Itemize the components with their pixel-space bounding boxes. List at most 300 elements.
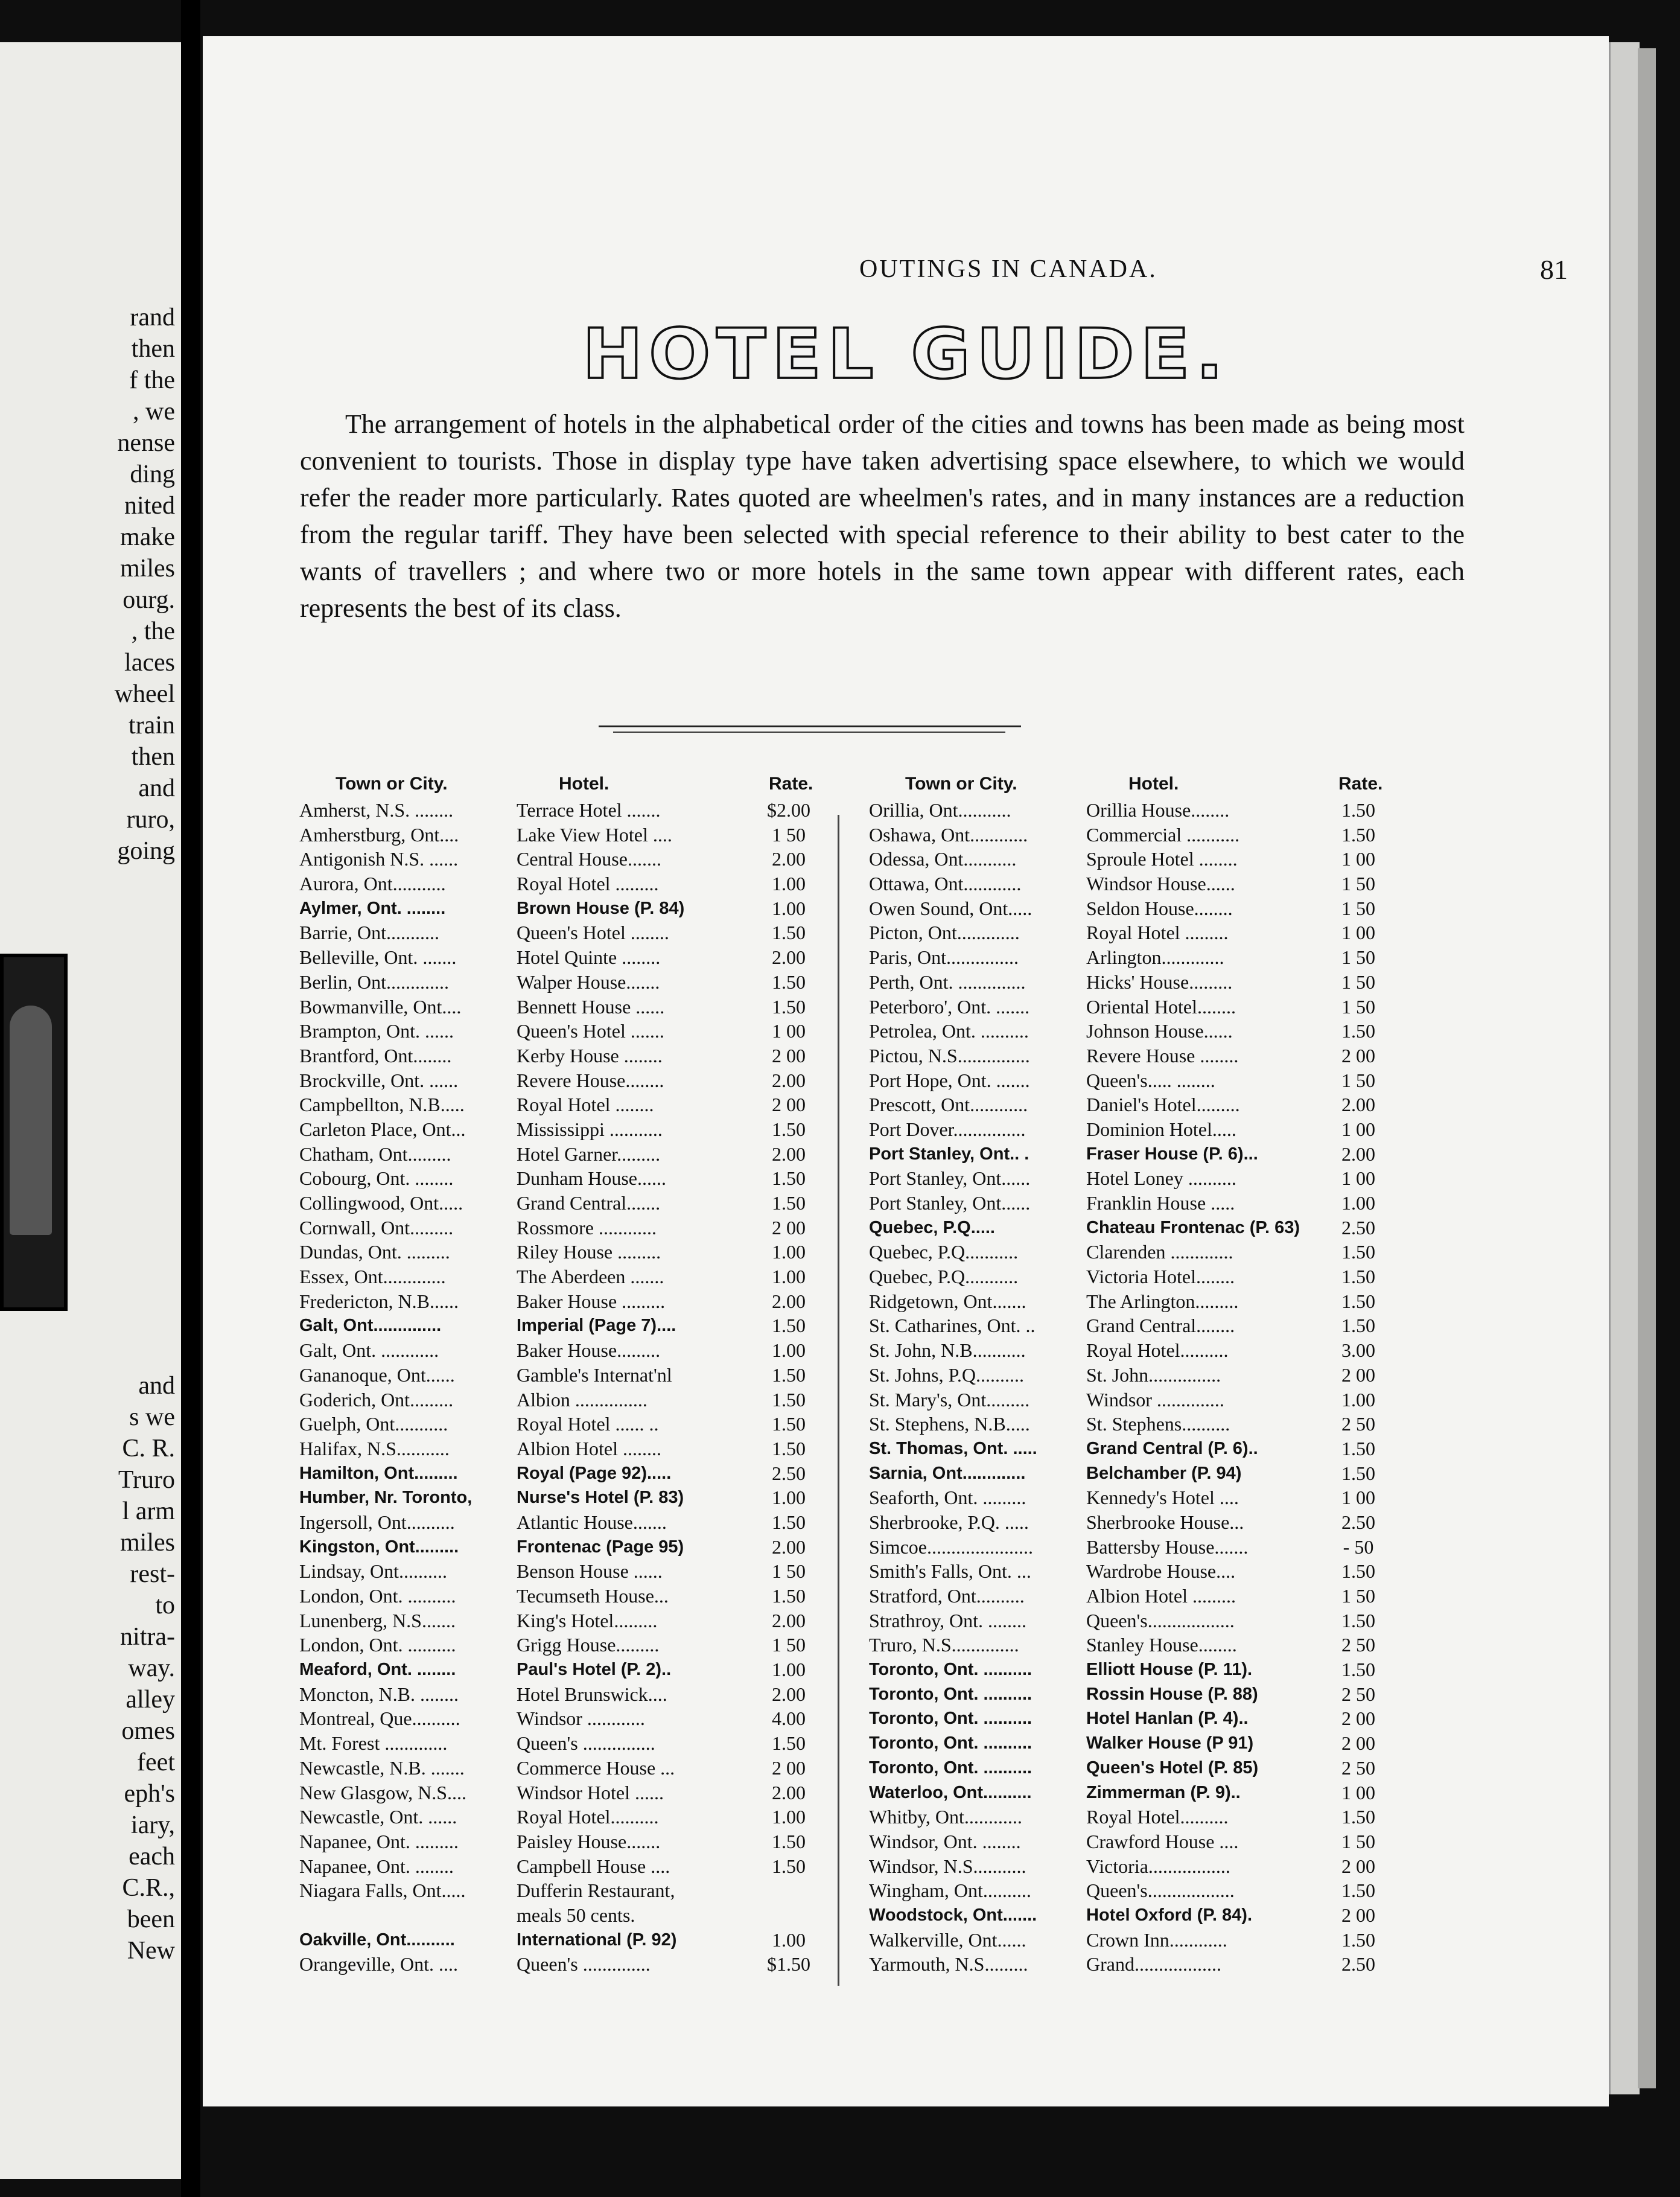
rate-cell: 1.00	[772, 1339, 806, 1362]
hotel-cell: Hotel Loney ..........	[1086, 1167, 1236, 1190]
town-cell: Brampton, Ont. ......	[299, 1020, 454, 1042]
town-cell: Toronto, Ont. ..........	[869, 1709, 1032, 1729]
town-cell: Mt. Forest .............	[299, 1732, 448, 1755]
rate-cell: 1.50	[772, 1192, 806, 1214]
rate-cell: 2.50	[1341, 1953, 1375, 1975]
rate-cell: 1.50	[772, 1511, 806, 1533]
table-row	[869, 995, 1400, 1019]
town-cell: Quebec, P.Q...........	[869, 1241, 1019, 1263]
town-cell: Petrolea, Ont. ..........	[869, 1020, 1029, 1042]
town-cell: Owen Sound, Ont.....	[869, 897, 1032, 919]
hotel-cell: Queen's..... ........	[1086, 1069, 1215, 1091]
facing-page-line: each	[129, 1843, 175, 1870]
rate-cell: 1.50	[772, 1855, 806, 1877]
hotel-cell: Zimmerman (P. 9)..	[1086, 1782, 1241, 1802]
table-row	[869, 920, 1400, 945]
rate-cell: 2 50	[1341, 1413, 1375, 1435]
town-cell: Brantford, Ont........	[299, 1044, 452, 1067]
town-cell: Smith's Falls, Ont. ...	[869, 1560, 1031, 1583]
hotel-cell: Queen's Hotel ........	[517, 922, 669, 944]
rate-cell: 1.50	[772, 1315, 806, 1337]
table-row	[869, 1289, 1400, 1314]
rate-cell: 1.00	[772, 873, 806, 895]
hotel-cell: Royal Hotel ...... ..	[517, 1413, 659, 1435]
hotel-cell: Walper House.......	[517, 971, 660, 993]
table-row	[869, 798, 1400, 823]
table-row	[299, 847, 830, 872]
town-cell: Simcoe......................	[869, 1535, 1033, 1558]
rate-cell: 1.50	[772, 1830, 806, 1852]
hotel-cell: Elliott House (P. 11).	[1086, 1660, 1253, 1680]
town-cell: Paris, Ont...............	[869, 946, 1019, 969]
hotel-cell: King's Hotel.........	[517, 1609, 658, 1631]
hotel-cell: Oriental Hotel........	[1086, 995, 1236, 1018]
table-row	[869, 1903, 1400, 1928]
rate-cell: 1.50	[772, 1363, 806, 1386]
town-cell: St. Mary's, Ont.........	[869, 1388, 1030, 1411]
rate-cell: 1.50	[1341, 1462, 1375, 1484]
page-title: HOTEL GUIDE.	[582, 314, 1230, 395]
table-row	[299, 970, 830, 995]
table-row	[869, 1019, 1400, 1044]
rate-cell: 1 00	[1341, 1167, 1375, 1190]
table-row	[869, 896, 1400, 921]
town-cell: Port Dover...............	[869, 1118, 1026, 1140]
header-town: Town or City.	[905, 774, 1017, 794]
book-page	[203, 36, 1609, 2106]
hotel-cell: Frontenac (Page 95)	[517, 1537, 684, 1557]
hotel-cell: Benson House ......	[517, 1560, 663, 1583]
table-row	[299, 1338, 830, 1363]
rate-cell: 2 00	[1341, 1044, 1375, 1067]
facing-page-line: laces	[124, 649, 175, 677]
hotel-cell: Crawford House ....	[1086, 1830, 1239, 1852]
town-cell: London, Ont. ..........	[299, 1585, 456, 1607]
table-row	[869, 1952, 1400, 1977]
rate-cell: $1.50	[767, 1953, 810, 1975]
table-row	[299, 1952, 830, 1977]
hotel-cell: Royal Hotel..........	[517, 1806, 659, 1828]
facing-page-line: to	[155, 1592, 175, 1619]
town-cell: Halifax, N.S...........	[299, 1437, 450, 1459]
table-row	[299, 1117, 830, 1142]
hotel-cell: Lake View Hotel ....	[517, 823, 672, 846]
table-row	[869, 1756, 1400, 1781]
rate-cell: 1.50	[1341, 1266, 1375, 1288]
table-row	[299, 1191, 830, 1216]
town-cell: Essex, Ont.............	[299, 1266, 446, 1288]
table-row	[299, 1510, 830, 1535]
rate-cell: 2 00	[1341, 1708, 1375, 1730]
town-cell: Port Stanley, Ont......	[869, 1192, 1031, 1214]
hotel-cell: Imperial (Page 7)....	[517, 1316, 676, 1336]
town-cell: Goderich, Ont.........	[299, 1388, 454, 1411]
rate-cell: 2 00	[772, 1044, 806, 1067]
rate-cell: 1 00	[1341, 1781, 1375, 1803]
hotel-cell: Grand Central........	[1086, 1315, 1235, 1337]
hotel-cell: Windsor ..............	[1086, 1388, 1224, 1411]
table-row	[299, 945, 830, 970]
rate-cell: 1.50	[772, 1167, 806, 1190]
rate-cell: 2 00	[772, 1094, 806, 1116]
town-cell: Newcastle, Ont. ......	[299, 1806, 457, 1828]
hotel-cell: Commerce House ...	[517, 1756, 675, 1779]
rate-cell: 2.00	[772, 1069, 806, 1091]
town-cell: Oshawa, Ont............	[869, 823, 1028, 846]
table-row	[869, 1142, 1400, 1167]
town-cell: Meaford, Ont. ........	[299, 1660, 456, 1680]
table-row	[299, 1535, 830, 1560]
hotel-cell: Atlantic House.......	[517, 1511, 667, 1533]
rate-cell: 1 50	[1341, 1069, 1375, 1091]
table-row	[299, 1854, 830, 1879]
hotel-cell: Kennedy's Hotel ....	[1086, 1487, 1239, 1509]
hotel-cell: Victoria Hotel........	[1086, 1266, 1235, 1288]
rate-cell: 1.50	[1341, 1241, 1375, 1263]
table-row	[869, 1510, 1400, 1535]
hotel-cell: Rossin House (P. 88)	[1086, 1684, 1258, 1704]
facing-page-line: iary,	[130, 1811, 175, 1839]
hotel-cell: Dufferin Restaurant,	[517, 1880, 675, 1902]
hotel-cell: Albion Hotel .........	[1086, 1585, 1236, 1607]
town-cell: Perth, Ont. ..............	[869, 971, 1026, 993]
rate-cell: $2.00	[767, 799, 810, 821]
town-cell: Peterboro', Ont. .......	[869, 995, 1030, 1018]
town-cell: Dundas, Ont. .........	[299, 1241, 450, 1263]
rate-cell: 1.00	[772, 1487, 806, 1509]
rate-cell: 1.50	[772, 995, 806, 1018]
town-cell: Whitby, Ont............	[869, 1806, 1022, 1828]
hotel-cell: Queen's..................	[1086, 1609, 1235, 1631]
town-cell: Oakville, Ont..........	[299, 1930, 455, 1950]
town-cell: Port Stanley, Ont.. .	[869, 1144, 1029, 1164]
facing-page-line: and	[138, 774, 175, 802]
table-row	[299, 1559, 830, 1584]
facing-page-line: miles	[120, 1529, 175, 1557]
table-row	[869, 1044, 1400, 1068]
facing-page-line: miles	[120, 555, 175, 582]
town-cell: Galt, Ont. ............	[299, 1339, 439, 1362]
rate-cell: 1.50	[1341, 1806, 1375, 1828]
hotel-cell: Revere House........	[517, 1069, 664, 1091]
hotel-cell: Baker House.........	[517, 1339, 661, 1362]
facing-page-line: l arm	[122, 1497, 175, 1525]
table-row	[869, 1633, 1400, 1657]
rate-cell: 1 50	[1341, 946, 1375, 969]
facing-page-line: ourg.	[122, 586, 175, 614]
facing-page-line: alley	[126, 1686, 175, 1714]
rate-cell: 1 50	[772, 1634, 806, 1656]
table-row	[299, 1166, 830, 1191]
rate-cell: 2 00	[1341, 1855, 1375, 1877]
hotel-cell: Seldon House........	[1086, 897, 1233, 919]
rate-cell: 1 50	[1341, 1585, 1375, 1607]
town-cell: Gananoque, Ont......	[299, 1363, 455, 1386]
table-row	[299, 1044, 830, 1068]
table-row	[299, 920, 830, 945]
town-cell: Cornwall, Ont.........	[299, 1216, 454, 1239]
rate-cell: 1.50	[1341, 1609, 1375, 1631]
rate-cell: 2.00	[772, 946, 806, 969]
hotel-cell: Queen's ..............	[517, 1953, 651, 1975]
rate-cell: 1.50	[1341, 1437, 1375, 1459]
table-row	[869, 1682, 1400, 1707]
rate-cell: 2.00	[1341, 1143, 1375, 1165]
table-row	[299, 1903, 830, 1928]
rate-cell: 1.50	[1341, 1928, 1375, 1951]
hotel-cell: Windsor ............	[517, 1708, 645, 1730]
hotel-cell: Kerby House ........	[517, 1044, 663, 1067]
table-row	[299, 1068, 830, 1093]
table-row	[299, 798, 830, 823]
header-town: Town or City.	[336, 774, 448, 794]
hotel-cell: Albion ...............	[517, 1388, 648, 1411]
town-cell: Antigonish N.S. ......	[299, 848, 459, 870]
rate-cell: 2 50	[1341, 1756, 1375, 1779]
table-row	[299, 1609, 830, 1633]
rate-cell: 2 00	[1341, 1732, 1375, 1755]
table-row	[299, 1781, 830, 1805]
town-cell: Ridgetown, Ont.......	[869, 1290, 1026, 1312]
rate-cell: 2.00	[772, 1535, 806, 1558]
hotel-cell: The Arlington.........	[1086, 1290, 1239, 1312]
town-cell: St. Thomas, Ont. .....	[869, 1438, 1037, 1458]
town-cell: Guelph, Ont...........	[299, 1413, 448, 1435]
intro-paragraph: The arrangement of hotels in the alphabetical order of the cities and towns has been made as being most convenient to tourists. Those in display type have taken advertising space elsewhere, to which we would refer the reader more particularly. Rates quoted are wheelmen's rates, and in many instances are a reduction from the regular tariff. They have been selected with special reference to their ability to best cater to the wants of travellers ; and where two or more hotels in the same town appear with different rates, each represents the best of its class.	[300, 409, 1465, 623]
hotel-cell: Commercial ...........	[1086, 823, 1240, 846]
left-column	[299, 774, 830, 1977]
table-row	[869, 1436, 1400, 1461]
rate-cell: 2.00	[772, 1290, 806, 1312]
hotel-cell: Tecumseth House...	[517, 1585, 669, 1607]
rate-cell: 1 50	[772, 1560, 806, 1583]
hotel-cell: Hotel Hanlan (P. 4)..	[1086, 1709, 1249, 1729]
town-cell: Kingston, Ont.........	[299, 1537, 459, 1557]
running-head: OUTINGS IN CANADA.	[859, 255, 1157, 283]
town-cell: Quebec, P.Q.....	[869, 1217, 995, 1237]
rate-cell: 1.50	[1341, 1560, 1375, 1583]
hotel-cell: Crown Inn............	[1086, 1928, 1227, 1951]
rate-cell: 1.50	[772, 1388, 806, 1411]
rate-cell: 1.50	[1341, 799, 1375, 821]
title-rule	[599, 725, 1021, 727]
hotel-cell: Belchamber (P. 94)	[1086, 1463, 1242, 1483]
facing-page-line: nited	[124, 492, 175, 520]
hotel-cell: Clarenden .............	[1086, 1241, 1233, 1263]
title-rule-inner	[613, 732, 1005, 733]
rate-cell: 2 50	[1341, 1634, 1375, 1656]
rate-cell: 2.00	[772, 1143, 806, 1165]
table-row	[869, 872, 1400, 896]
town-cell: Hamilton, Ont.........	[299, 1463, 458, 1483]
facing-page-line: , the	[131, 617, 175, 645]
table-row	[299, 1584, 830, 1609]
facing-page-line: then	[131, 743, 175, 771]
town-cell: Collingwood, Ont.....	[299, 1192, 463, 1214]
table-row	[869, 1117, 1400, 1142]
rate-cell: 1 50	[1341, 897, 1375, 919]
page-edge-shadow	[1638, 48, 1656, 2088]
table-row	[869, 847, 1400, 872]
rate-cell: 1.00	[772, 1928, 806, 1951]
table-row	[869, 1805, 1400, 1829]
table-row	[299, 1264, 830, 1289]
table-row	[869, 1461, 1400, 1486]
rate-cell: 1 00	[1341, 922, 1375, 944]
facing-page-line: then	[131, 335, 175, 363]
facing-page-line: Truro	[118, 1466, 175, 1494]
table-row	[299, 1878, 830, 1903]
rate-cell: 1 50	[772, 823, 806, 846]
facing-page-line: and	[138, 1372, 175, 1400]
rate-cell: 1.50	[772, 1437, 806, 1459]
table-row	[299, 1412, 830, 1436]
table-header	[869, 774, 1400, 798]
table-row	[869, 1388, 1400, 1412]
rate-cell: 1.50	[772, 1732, 806, 1755]
rate-cell: 2.00	[1341, 1094, 1375, 1116]
facing-page-line: wheel	[114, 680, 175, 708]
town-cell: Toronto, Ont. ..........	[869, 1684, 1032, 1704]
facing-page-line: ding	[130, 461, 175, 488]
hotel-cell: meals 50 cents.	[517, 1904, 635, 1926]
hotel-cell: Royal Hotel .........	[517, 873, 659, 895]
rate-cell: 1.50	[1341, 823, 1375, 846]
hotel-cell: Hicks' House.........	[1086, 971, 1233, 993]
rate-cell: 4.00	[772, 1708, 806, 1730]
header-rate: Rate.	[769, 774, 813, 794]
hotel-cell: Battersby House.......	[1086, 1535, 1249, 1558]
rate-cell: 1.00	[772, 897, 806, 919]
rate-cell: 2 50	[1341, 1683, 1375, 1705]
town-cell: Campbellton, N.B.....	[299, 1094, 465, 1116]
rate-cell: 1.00	[772, 1266, 806, 1288]
rate-cell: - 50	[1343, 1535, 1374, 1558]
table-row	[869, 1535, 1400, 1560]
header-rate: Rate.	[1338, 774, 1383, 794]
town-cell: Lunenberg, N.S.......	[299, 1609, 456, 1631]
rate-cell: 3.00	[1341, 1339, 1375, 1362]
hotel-cell: Hotel Oxford (P. 84).	[1086, 1905, 1253, 1925]
rate-cell: 1 50	[1341, 1830, 1375, 1852]
hotel-cell: Arlington.............	[1086, 946, 1224, 969]
facing-page-line: ruro,	[126, 806, 175, 834]
town-cell: St. Catharines, Ont. ..	[869, 1315, 1036, 1337]
hotel-cell: Queen's ...............	[517, 1732, 655, 1755]
table-row	[869, 1609, 1400, 1633]
table-row	[869, 1313, 1400, 1338]
town-cell: Newcastle, N.B. .......	[299, 1756, 465, 1779]
town-cell: Carleton Place, Ont...	[299, 1118, 466, 1140]
hotel-cell: Dominion Hotel.....	[1086, 1118, 1236, 1140]
rate-cell: 2.50	[1341, 1511, 1375, 1533]
hotel-cell: Bennett House ......	[517, 995, 665, 1018]
facing-page-line: C.R.,	[122, 1874, 175, 1902]
hotel-cell: Sherbrooke House...	[1086, 1511, 1244, 1533]
facing-page-line: f the	[129, 366, 175, 394]
rate-cell: 1 00	[1341, 1118, 1375, 1140]
table-row	[299, 1142, 830, 1167]
table-row	[299, 995, 830, 1019]
hotel-cell: Walker House (P 91)	[1086, 1733, 1254, 1753]
town-cell: Galt, Ont..............	[299, 1316, 442, 1336]
rate-cell: 2.50	[1341, 1216, 1375, 1239]
rate-cell: 1 50	[1341, 995, 1375, 1018]
hotel-cell: Grand Central.......	[517, 1192, 661, 1214]
book-gutter	[181, 0, 200, 2197]
table-row	[869, 1584, 1400, 1609]
town-cell: Port Stanley, Ont......	[869, 1167, 1031, 1190]
page-number: 81	[1540, 254, 1568, 285]
table-row	[299, 1731, 830, 1756]
town-cell: Barrie, Ont...........	[299, 922, 439, 944]
hotel-cell: Queen's Hotel (P. 85)	[1086, 1758, 1259, 1778]
hotel-cell: Paul's Hotel (P. 2)..	[517, 1660, 672, 1680]
hotel-cell: Grand Central (P. 6)..	[1086, 1438, 1258, 1458]
town-cell: Orillia, Ont...........	[869, 799, 1011, 821]
hotel-cell: Grand..................	[1086, 1953, 1221, 1975]
table-row	[299, 1461, 830, 1486]
town-cell: Sarnia, Ont.............	[869, 1463, 1026, 1483]
facing-page-line: nense	[117, 429, 175, 457]
table-header	[299, 774, 830, 798]
facing-page-line: way.	[128, 1654, 175, 1682]
town-cell: Toronto, Ont. ..........	[869, 1733, 1032, 1753]
hotel-cell: Sproule Hotel ........	[1086, 848, 1238, 870]
town-cell: Wingham, Ont..........	[869, 1880, 1031, 1902]
table-row	[869, 945, 1400, 970]
table-row	[869, 1781, 1400, 1805]
table-row	[869, 1706, 1400, 1731]
town-cell: Amherst, N.S. ........	[299, 799, 454, 821]
hotel-cell: Queen's..................	[1086, 1880, 1235, 1902]
hotel-cell: Revere House ........	[1086, 1044, 1239, 1067]
hotel-cell: Stanley House........	[1086, 1634, 1237, 1656]
town-cell: Prescott, Ont............	[869, 1094, 1028, 1116]
hotel-cell: Mississippi ...........	[517, 1118, 663, 1140]
town-cell: Picton, Ont.............	[869, 922, 1020, 944]
hotel-cell: Hotel Brunswick....	[517, 1683, 667, 1705]
hotel-cell: Central House.......	[517, 848, 661, 870]
header-hotel: Hotel.	[1128, 774, 1179, 794]
table-row	[869, 1191, 1400, 1216]
town-cell: Truro, N.S..............	[869, 1634, 1019, 1656]
table-row	[299, 1485, 830, 1510]
town-cell: Pictou, N.S...............	[869, 1044, 1030, 1067]
facing-page-photo	[0, 954, 68, 1311]
rate-cell: 1 00	[1341, 848, 1375, 870]
town-cell: Odessa, Ont...........	[869, 848, 1017, 870]
table-row	[299, 1706, 830, 1731]
rate-cell: 2.00	[772, 1609, 806, 1631]
town-cell: London, Ont. ..........	[299, 1634, 456, 1656]
town-cell: Aurora, Ont...........	[299, 873, 446, 895]
hotel-cell: Royal (Page 92).....	[517, 1463, 672, 1483]
town-cell: Stratford, Ont..........	[869, 1585, 1025, 1607]
town-cell: New Glasgow, N.S....	[299, 1781, 467, 1803]
town-cell: Chatham, Ont.........	[299, 1143, 451, 1165]
header-hotel: Hotel.	[559, 774, 609, 794]
town-cell: Belleville, Ont. .......	[299, 946, 457, 969]
facing-page-line: rest-	[130, 1560, 175, 1588]
town-cell: Ingersoll, Ont..........	[299, 1511, 455, 1533]
table-row	[299, 872, 830, 896]
rate-cell: 1.00	[772, 1659, 806, 1681]
town-cell: Windsor, Ont. ........	[869, 1830, 1021, 1852]
photo-tree	[10, 1006, 52, 1235]
rate-cell: 1.50	[1341, 1020, 1375, 1042]
hotel-cell: Victoria.................	[1086, 1855, 1230, 1877]
